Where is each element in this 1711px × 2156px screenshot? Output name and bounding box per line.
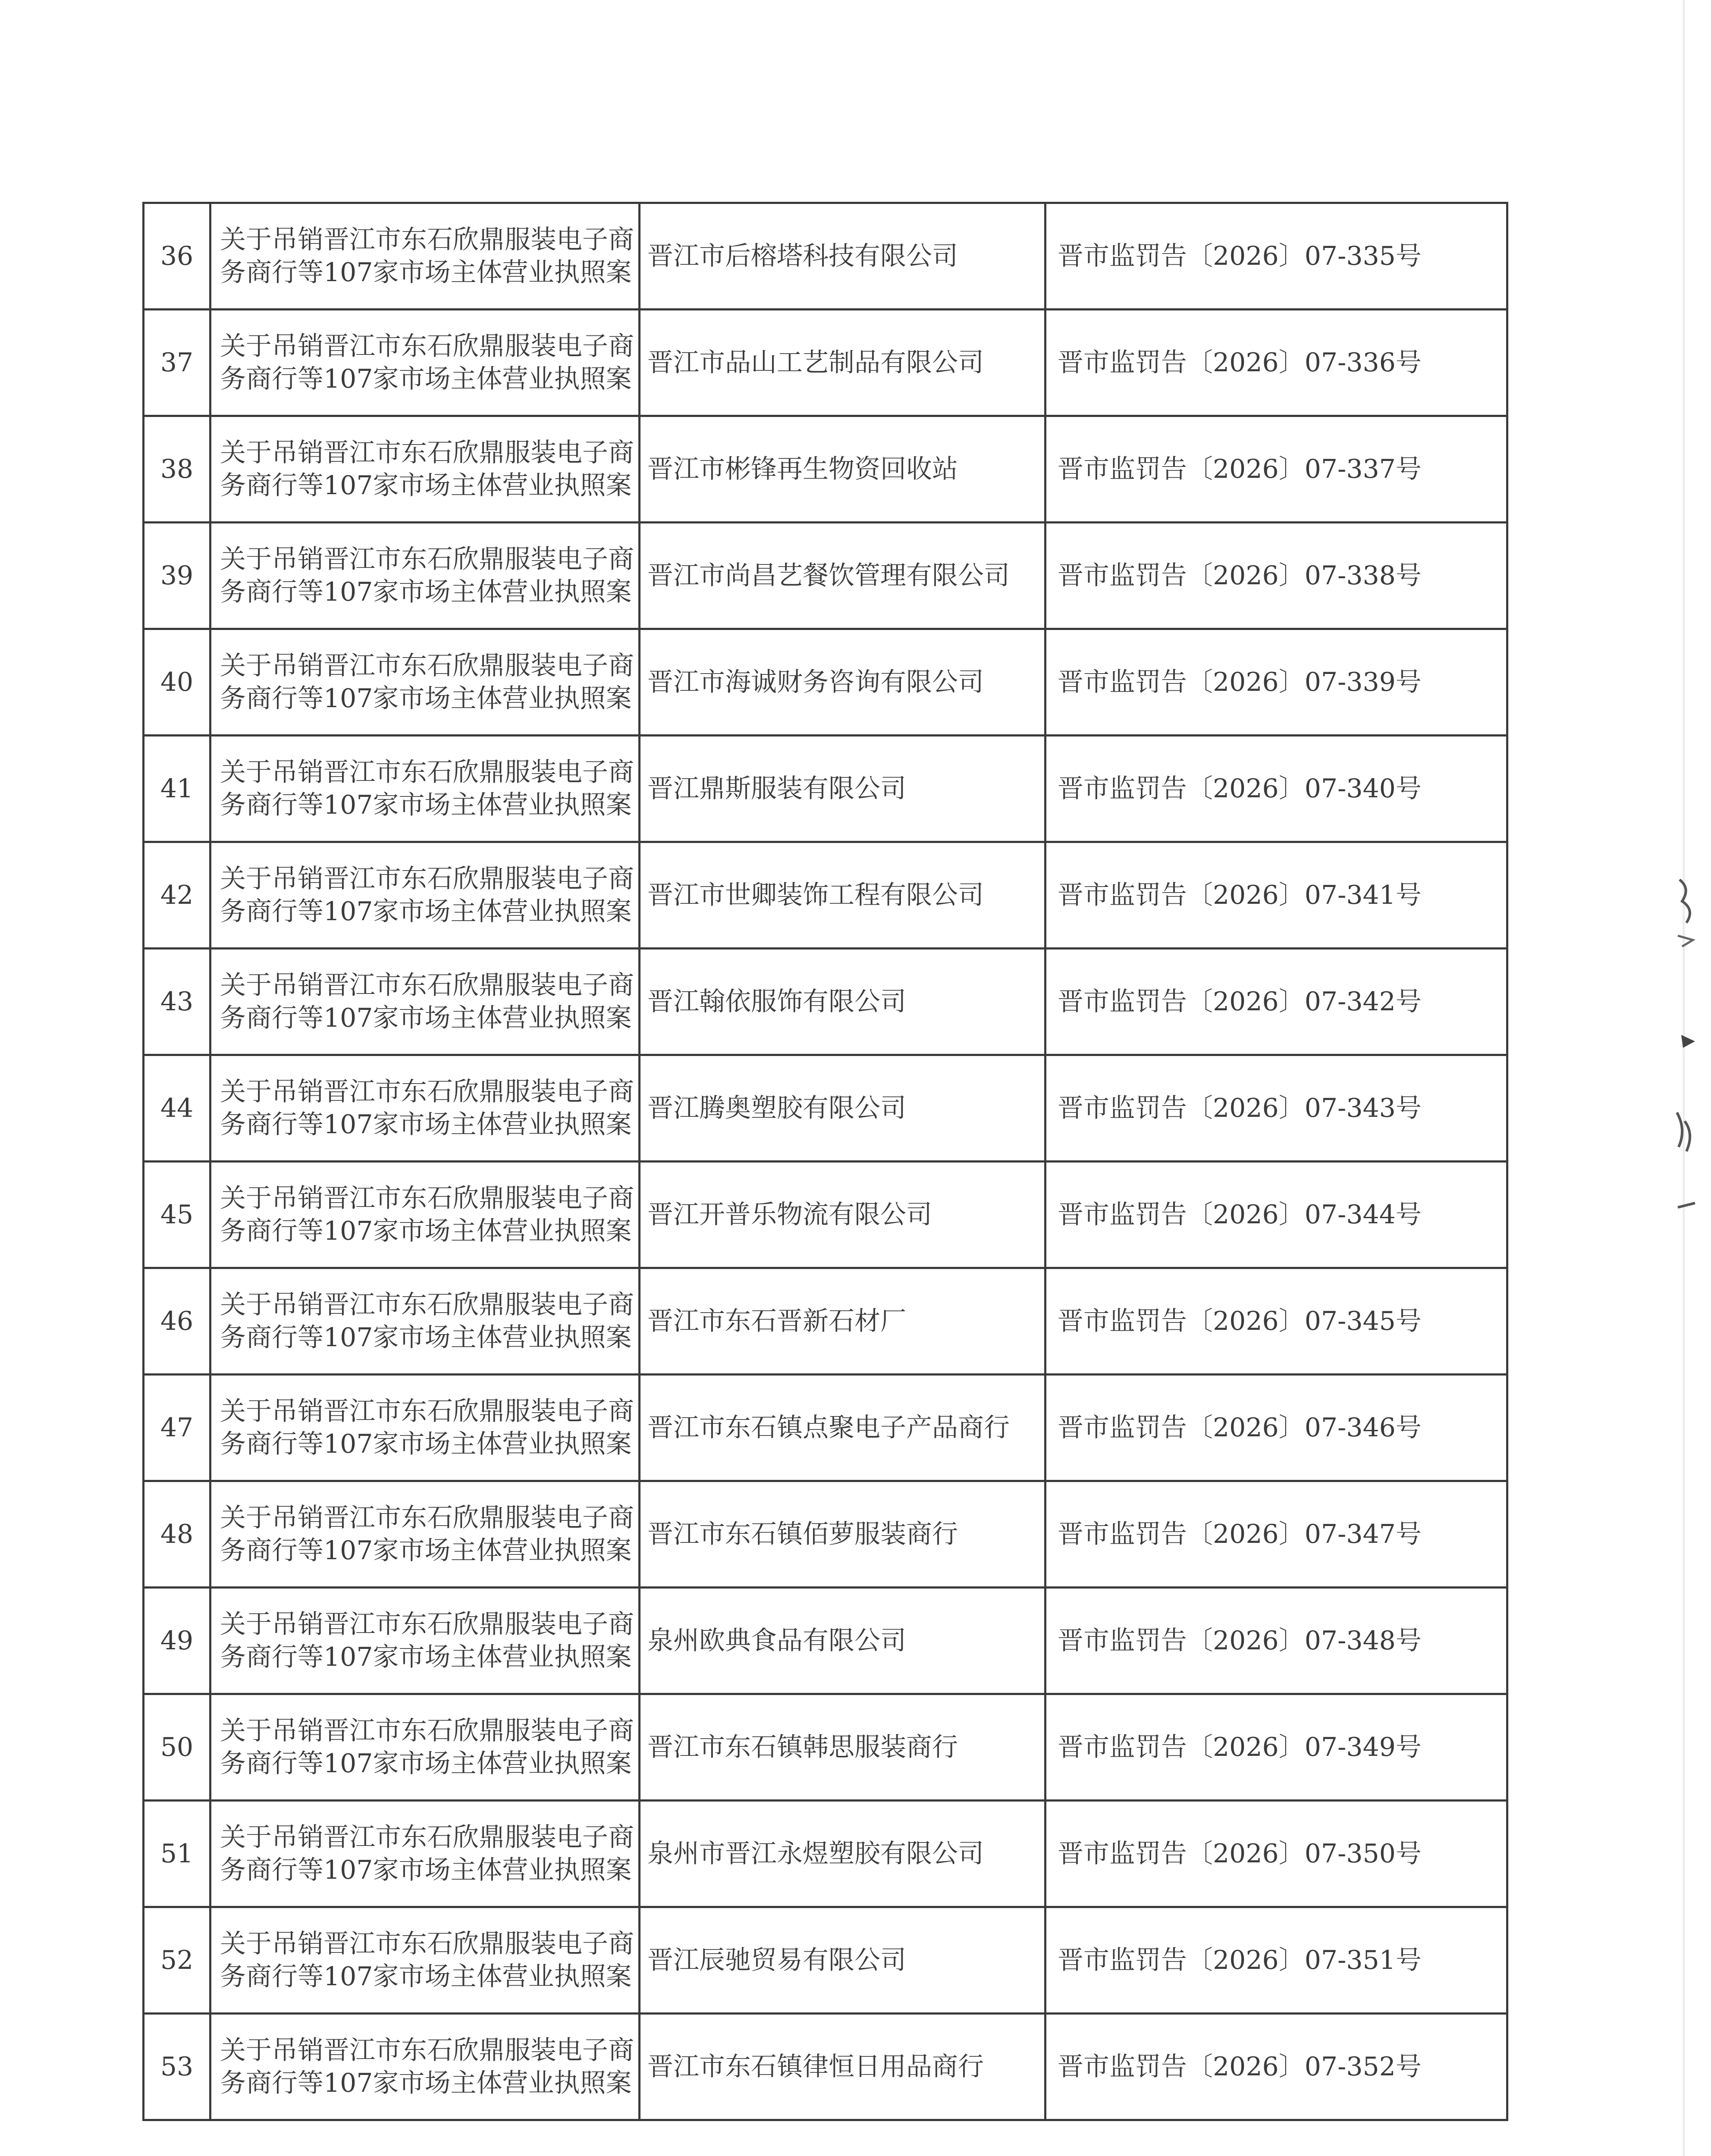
- company-name-text: 晋江辰驰贸易有限公司: [647, 1945, 906, 1975]
- company-name-text: 晋江市东石晋新石材厂: [647, 1306, 906, 1336]
- company-name-cell: [640, 203, 1045, 310]
- row-number-cell: [144, 1268, 210, 1375]
- company-name-text: 晋江市品山工艺制品有限公司: [647, 348, 984, 378]
- row-number-text: 40: [160, 667, 194, 697]
- case-name-text: 关于吊销晋江市东石欣鼎服装电子商务商行等107家市场主体营业执照案: [220, 1077, 634, 1140]
- document-number-text: 晋市监罚告〔2026〕07-348号: [1058, 1626, 1422, 1656]
- table-row: [144, 629, 1507, 736]
- row-number-cell: [144, 2014, 210, 2120]
- case-name-text: 关于吊销晋江市东石欣鼎服装电子商务商行等107家市场主体营业执照案: [220, 1716, 634, 1779]
- company-name-cell: [640, 1588, 1045, 1694]
- row-number-cell: [144, 736, 210, 842]
- table-row: [144, 842, 1507, 949]
- company-name-text: 晋江市后榕塔科技有限公司: [647, 241, 958, 271]
- company-name-cell: [640, 523, 1045, 629]
- company-name-cell: [640, 2014, 1045, 2120]
- document-number-text: 晋市监罚告〔2026〕07-346号: [1058, 1413, 1422, 1443]
- row-number-text: 39: [160, 561, 194, 591]
- case-name-text: 关于吊销晋江市东石欣鼎服装电子商务商行等107家市场主体营业执照案: [220, 1929, 634, 1992]
- company-name-cell: [640, 1801, 1045, 1907]
- company-name-text: 晋江市东石镇点聚电子产品商行: [647, 1413, 1010, 1443]
- document-number-text: 晋市监罚告〔2026〕07-344号: [1058, 1200, 1422, 1230]
- table-row: [144, 1375, 1507, 1481]
- table-row: [144, 310, 1507, 416]
- row-number-cell: [144, 842, 210, 949]
- table-row: [144, 1268, 1507, 1375]
- document-number-text: 晋市监罚告〔2026〕07-336号: [1058, 348, 1422, 378]
- case-name-text: 关于吊销晋江市东石欣鼎服装电子商务商行等107家市场主体营业执照案: [220, 651, 634, 714]
- document-number-text: 晋市监罚告〔2026〕07-337号: [1058, 454, 1422, 484]
- case-name-cell: [210, 2014, 640, 2120]
- document-number-text: 晋市监罚告〔2026〕07-341号: [1058, 880, 1422, 910]
- row-number-cell: [144, 949, 210, 1055]
- document-number-text: 晋市监罚告〔2026〕07-343号: [1058, 1093, 1422, 1123]
- company-name-text: 晋江开普乐物流有限公司: [647, 1200, 932, 1230]
- case-name-cell: [210, 842, 640, 949]
- company-name-cell: [640, 1162, 1045, 1268]
- document-number-text: 晋市监罚告〔2026〕07-340号: [1058, 774, 1422, 804]
- row-number-text: 44: [160, 1093, 194, 1123]
- company-name-text: 晋江市东石镇韩思服装商行: [647, 1732, 958, 1762]
- row-number-text: 37: [160, 348, 194, 378]
- case-name-text: 关于吊销晋江市东石欣鼎服装电子商务商行等107家市场主体营业执照案: [220, 864, 634, 927]
- company-name-text: 晋江腾奥塑胶有限公司: [647, 1093, 906, 1123]
- company-name-cell: [640, 736, 1045, 842]
- row-number-text: 46: [160, 1306, 194, 1336]
- case-name-text: 关于吊销晋江市东石欣鼎服装电子商务商行等107家市场主体营业执照案: [220, 438, 634, 501]
- case-name-text: 关于吊销晋江市东石欣鼎服装电子商务商行等107家市场主体营业执照案: [220, 331, 634, 394]
- case-name-cell: [210, 523, 640, 629]
- case-name-cell: [210, 1268, 640, 1375]
- case-name-cell: [210, 1055, 640, 1162]
- table-row: [144, 2014, 1507, 2120]
- case-name-text: 关于吊销晋江市东石欣鼎服装电子商务商行等107家市场主体营业执照案: [220, 544, 634, 607]
- row-number-cell: [144, 203, 210, 310]
- table-row: [144, 1481, 1507, 1588]
- case-name-cell: [210, 1694, 640, 1801]
- table-row: [144, 523, 1507, 629]
- table-row: [144, 1694, 1507, 1801]
- case-name-text: 关于吊销晋江市东石欣鼎服装电子商务商行等107家市场主体营业执照案: [220, 1822, 634, 1885]
- table-row: [144, 1055, 1507, 1162]
- row-number-text: 52: [160, 1945, 194, 1975]
- table-row: [144, 1907, 1507, 2014]
- table-row: [144, 416, 1507, 523]
- document-number-cell: [1045, 1055, 1507, 1162]
- document-number-cell: [1045, 629, 1507, 736]
- document-number-text: 晋市监罚告〔2026〕07-345号: [1058, 1306, 1422, 1336]
- document-number-text: 晋市监罚告〔2026〕07-347号: [1058, 1519, 1422, 1549]
- case-name-text: 关于吊销晋江市东石欣鼎服装电子商务商行等107家市场主体营业执照案: [220, 2035, 634, 2098]
- document-number-cell: [1045, 949, 1507, 1055]
- row-number-text: 36: [160, 241, 194, 271]
- case-name-text: 关于吊销晋江市东石欣鼎服装电子商务商行等107家市场主体营业执照案: [220, 1609, 634, 1672]
- company-name-text: 泉州市晋江永煜塑胶有限公司: [647, 1839, 984, 1869]
- document-number-cell: [1045, 1588, 1507, 1694]
- document-number-cell: [1045, 1694, 1507, 1801]
- company-name-text: 晋江市世卿装饰工程有限公司: [647, 880, 984, 910]
- seal-edge-marks: [1673, 871, 1699, 1242]
- row-number-cell: [144, 629, 210, 736]
- row-number-cell: [144, 523, 210, 629]
- company-name-cell: [640, 1375, 1045, 1481]
- document-number-cell: [1045, 416, 1507, 523]
- row-number-cell: [144, 416, 210, 523]
- table-row: [144, 1801, 1507, 1907]
- case-name-cell: [210, 949, 640, 1055]
- row-number-cell: [144, 1481, 210, 1588]
- company-name-cell: [640, 842, 1045, 949]
- table-row: [144, 203, 1507, 310]
- penalty-table-container: [142, 202, 1466, 2121]
- company-name-cell: [640, 1481, 1045, 1588]
- case-name-cell: [210, 629, 640, 736]
- document-number-text: 晋市监罚告〔2026〕07-339号: [1058, 667, 1422, 697]
- row-number-text: 48: [160, 1519, 194, 1549]
- case-name-cell: [210, 1907, 640, 2014]
- document-number-text: 晋市监罚告〔2026〕07-352号: [1058, 2052, 1422, 2082]
- document-number-cell: [1045, 1162, 1507, 1268]
- company-name-cell: [640, 1694, 1045, 1801]
- table-row: [144, 1588, 1507, 1694]
- company-name-cell: [640, 1055, 1045, 1162]
- case-name-text: 关于吊销晋江市东石欣鼎服装电子商务商行等107家市场主体营业执照案: [220, 1503, 634, 1566]
- row-number-cell: [144, 1801, 210, 1907]
- document-number-cell: [1045, 1801, 1507, 1907]
- company-name-cell: [640, 416, 1045, 523]
- case-name-text: 关于吊销晋江市东石欣鼎服装电子商务商行等107家市场主体营业执照案: [220, 970, 634, 1033]
- row-number-text: 50: [160, 1732, 194, 1762]
- row-number-text: 41: [160, 774, 194, 804]
- case-name-cell: [210, 1162, 640, 1268]
- document-number-cell: [1045, 736, 1507, 842]
- penalty-notice-table: [142, 202, 1508, 2121]
- company-name-text: 晋江市海诚财务咨询有限公司: [647, 667, 984, 697]
- row-number-cell: [144, 310, 210, 416]
- row-number-cell: [144, 1375, 210, 1481]
- document-number-cell: [1045, 1375, 1507, 1481]
- row-number-text: 47: [160, 1413, 194, 1443]
- document-number-cell: [1045, 203, 1507, 310]
- company-name-text: 晋江鼎斯服装有限公司: [647, 774, 906, 804]
- row-number-text: 42: [160, 880, 194, 910]
- case-name-text: 关于吊销晋江市东石欣鼎服装电子商务商行等107家市场主体营业执照案: [220, 757, 634, 820]
- document-number-text: 晋市监罚告〔2026〕07-335号: [1058, 241, 1422, 271]
- row-number-cell: [144, 1588, 210, 1694]
- company-name-cell: [640, 1907, 1045, 2014]
- row-number-text: 51: [160, 1839, 194, 1869]
- case-name-text: 关于吊销晋江市东石欣鼎服装电子商务商行等107家市场主体营业执照案: [220, 1396, 634, 1459]
- row-number-text: 43: [160, 987, 194, 1017]
- company-name-cell: [640, 629, 1045, 736]
- case-name-text: 关于吊销晋江市东石欣鼎服装电子商务商行等107家市场主体营业执照案: [220, 1290, 634, 1353]
- case-name-cell: [210, 310, 640, 416]
- case-name-cell: [210, 203, 640, 310]
- row-number-text: 49: [160, 1626, 194, 1656]
- row-number-cell: [144, 1162, 210, 1268]
- case-name-cell: [210, 1801, 640, 1907]
- company-name-text: 泉州欧典食品有限公司: [647, 1626, 906, 1656]
- company-name-text: 晋江翰依服饰有限公司: [647, 987, 906, 1017]
- document-number-cell: [1045, 1268, 1507, 1375]
- case-name-text: 关于吊销晋江市东石欣鼎服装电子商务商行等107家市场主体营业执照案: [220, 225, 634, 288]
- company-name-text: 晋江市东石镇佰萝服装商行: [647, 1519, 958, 1549]
- document-number-cell: [1045, 310, 1507, 416]
- case-name-text: 关于吊销晋江市东石欣鼎服装电子商务商行等107家市场主体营业执照案: [220, 1183, 634, 1246]
- row-number-cell: [144, 1907, 210, 2014]
- table-body: [144, 203, 1507, 2120]
- case-name-cell: [210, 1588, 640, 1694]
- document-number-text: 晋市监罚告〔2026〕07-342号: [1058, 987, 1422, 1017]
- company-name-text: 晋江市彬锋再生物资回收站: [647, 454, 958, 484]
- document-number-cell: [1045, 1907, 1507, 2014]
- row-number-text: 53: [160, 2052, 194, 2082]
- document-number-cell: [1045, 523, 1507, 629]
- document-number-cell: [1045, 1481, 1507, 1588]
- document-number-cell: [1045, 842, 1507, 949]
- company-name-cell: [640, 1268, 1045, 1375]
- company-name-text: 晋江市尚昌艺餐饮管理有限公司: [647, 561, 1010, 591]
- table-row: [144, 949, 1507, 1055]
- company-name-cell: [640, 310, 1045, 416]
- case-name-cell: [210, 416, 640, 523]
- document-number-text: 晋市监罚告〔2026〕07-350号: [1058, 1839, 1422, 1869]
- case-name-cell: [210, 1375, 640, 1481]
- row-number-text: 38: [160, 454, 194, 484]
- case-name-cell: [210, 736, 640, 842]
- document-number-text: 晋市监罚告〔2026〕07-349号: [1058, 1732, 1422, 1762]
- document-number-cell: [1045, 2014, 1507, 2120]
- document-number-text: 晋市监罚告〔2026〕07-338号: [1058, 561, 1422, 591]
- case-name-cell: [210, 1481, 640, 1588]
- document-number-text: 晋市监罚告〔2026〕07-351号: [1058, 1945, 1422, 1975]
- table-row: [144, 1162, 1507, 1268]
- company-name-text: 晋江市东石镇律恒日用品商行: [647, 2052, 984, 2082]
- row-number-cell: [144, 1055, 210, 1162]
- row-number-text: 45: [160, 1200, 194, 1230]
- company-name-cell: [640, 949, 1045, 1055]
- table-row: [144, 736, 1507, 842]
- row-number-cell: [144, 1694, 210, 1801]
